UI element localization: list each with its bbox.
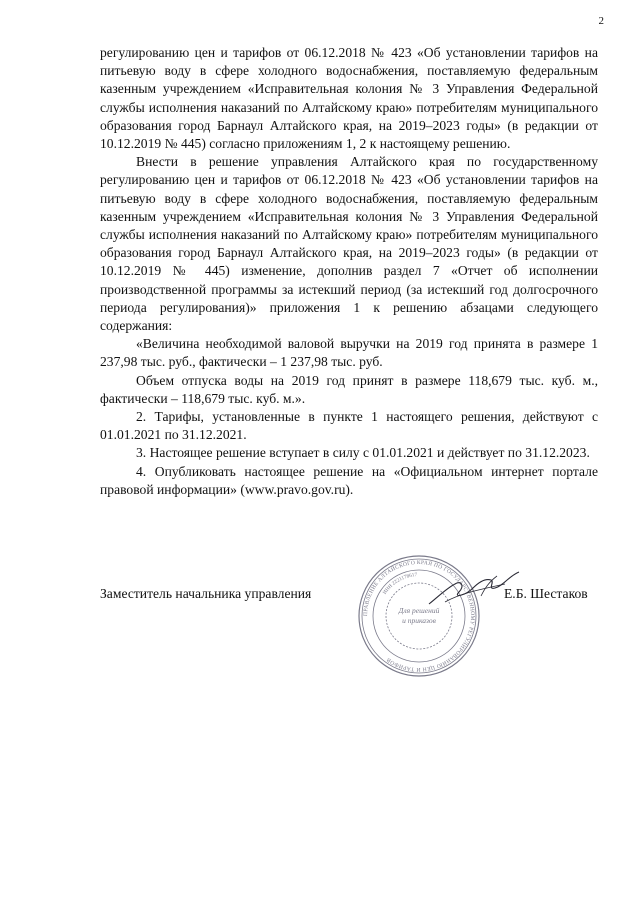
signer-name: Е.Б. Шестаков xyxy=(504,586,588,601)
paragraph-continuation: регулированию цен и тарифов от 06.12.2018 № 423 «Об установлении тарифов на питьевую воду в сфере холодного водоснабжения, поставляемую федеральным казенным учреждением «Исправительная колония № 3 Управления Федеральной службы исполнения наказаний по Алтайскому краю» потребителям муниципального образования город Барнаул Алтайского края, на 2019–2023 годы» (в редакции от 10.12.2019 № 445) согласно приложениям 1, 2 к настоящему решению. xyxy=(100,45,598,152)
paragraph-amendment: Внести в решение управления Алтайского края по государственному регулированию цен и тарифов от 06.12.2018 № 423 «Об установлении тарифов на питьевую воду в сфере холодного водоснабжения, поставляемую федеральным казенным учреждением «Исправительная колония № 3 Управления Федеральной службы исполнения наказаний по Алтайскому краю» потребителям муниципального образования город Барнаул Алтайского края, на 2019–2023 годы» (в редакции от 10.12.2019 № 445) изменение, дополнив раздел 7 «Отчет об исполнении производственной программы за истекший период (за истекший год долгосрочного периода регулирования)» приложения 1 к решению абзацами следующего содержания: xyxy=(100,154,598,334)
stamp-ring-text: ПРАВЛЕНИЕ АЛТАЙСКОГО КРАЯ ПО ГОСУДАРСТВЕННОМУ РЕГУЛИРОВАНИЮ ЦЕН И ТАРИФОВ xyxy=(362,559,476,673)
stamp-center-line-2: и приказов xyxy=(402,616,436,625)
stamp-inn-text: ИНН 2221178617 xyxy=(381,572,418,596)
page-number: 2 xyxy=(598,15,604,27)
paragraph-item-3: 3. Настоящее решение вступает в силу с 01.01.2021 и действует по 31.12.2023. xyxy=(136,445,590,461)
stamp-center-line-1: Для решений xyxy=(398,606,440,615)
paragraph-water-volume: Объем отпуска воды на 2019 год принят в размере 118,679 тыс. куб. м., фактически – 118,679 тыс. куб. м.». xyxy=(100,372,598,406)
paragraph-item-2: 2. Тарифы, установленные в пункте 1 настоящего решения, действуют с 01.01.2021 по 31.12.2021. xyxy=(100,409,598,443)
paragraph-revenue: «Величина необходимой валовой выручки на 2019 год принята в размере 1 237,98 тыс. руб., фактически – 1 237,98 тыс. руб. xyxy=(100,336,598,370)
signer-title: Заместитель начальника управления xyxy=(100,586,312,601)
paragraph-item-4: 4. Опубликовать настоящее решение на «Официальном интернет портале правовой информации» (www.pravo.gov.ru). xyxy=(100,463,598,497)
document-body xyxy=(100,44,598,499)
